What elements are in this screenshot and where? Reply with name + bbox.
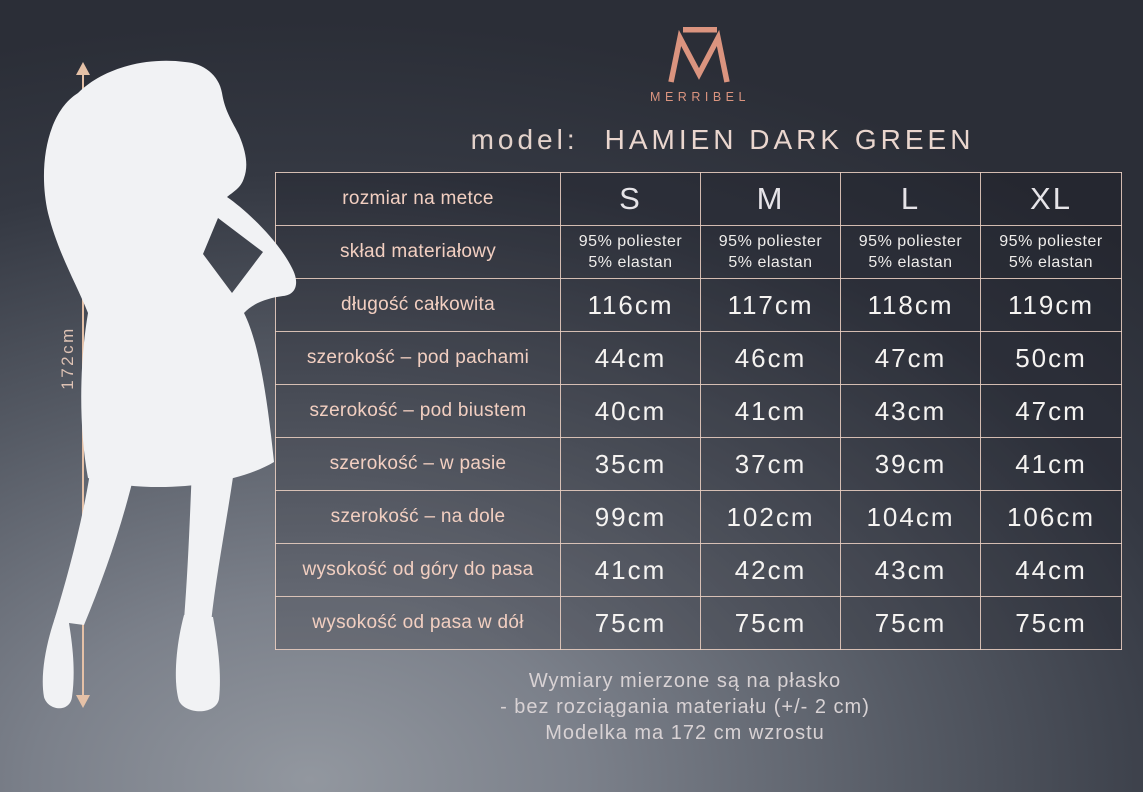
footnote-line: Wymiary mierzone są na płasko (528, 670, 842, 692)
material-line1: 95% poliester (718, 233, 823, 250)
height-label: 172cm (58, 326, 77, 390)
material-line1: 95% poliester (578, 233, 683, 250)
row-label: szerokość – w pasie (276, 438, 561, 491)
size-value: 43cm (841, 544, 981, 597)
page-title (300, 124, 1143, 156)
table-row (276, 544, 1122, 597)
size-value: 47cm (841, 332, 981, 385)
table-row (276, 385, 1122, 438)
size-value: 119cm (981, 279, 1122, 332)
size-value: 75cm (561, 597, 701, 650)
material-value (701, 226, 841, 279)
size-value: 41cm (701, 385, 841, 438)
size-header-s: S (561, 173, 701, 226)
size-value: 42cm (701, 544, 841, 597)
size-value: 44cm (561, 332, 701, 385)
size-value: 39cm (841, 438, 981, 491)
logo-macron-bar (683, 27, 717, 33)
material-line1: 95% poliester (858, 233, 963, 250)
row-label: szerokość – pod pachami (276, 332, 561, 385)
size-value: 40cm (561, 385, 701, 438)
size-value: 50cm (981, 332, 1122, 385)
size-value: 41cm (981, 438, 1122, 491)
footnote-line: - bez rozciągania materiału (+/- 2 cm) (500, 696, 870, 718)
material-value (981, 226, 1122, 279)
material-value (561, 226, 701, 279)
size-value: 35cm (561, 438, 701, 491)
size-value: 46cm (701, 332, 841, 385)
material-value (841, 226, 981, 279)
size-table (275, 172, 1122, 650)
size-value: 44cm (981, 544, 1122, 597)
size-header-m: M (701, 173, 841, 226)
table-header-row (276, 173, 1122, 226)
footnote-line: Modelka ma 172 cm wzrostu (545, 722, 825, 744)
size-value: 75cm (701, 597, 841, 650)
footnote (285, 668, 1085, 746)
row-label: wysokość od pasa w dół (276, 597, 561, 650)
row-label: skład materiałowy (276, 226, 561, 279)
material-line2: 5% elastan (868, 254, 953, 271)
row-label: długość całkowita (276, 279, 561, 332)
size-value: 104cm (841, 491, 981, 544)
size-value: 117cm (701, 279, 841, 332)
brand-logo-icon (668, 20, 732, 84)
material-line1: 95% poliester (999, 233, 1103, 250)
size-value: 118cm (841, 279, 981, 332)
title-model-name: HAMIEN DARK GREEN (604, 124, 975, 155)
row-label: wysokość od góry do pasa (276, 544, 561, 597)
size-value: 47cm (981, 385, 1122, 438)
material-line2: 5% elastan (588, 254, 673, 271)
size-header-l: L (841, 173, 981, 226)
size-value: 102cm (701, 491, 841, 544)
size-value: 116cm (561, 279, 701, 332)
size-value: 75cm (981, 597, 1122, 650)
size-value: 99cm (561, 491, 701, 544)
table-row (276, 491, 1122, 544)
size-value: 106cm (981, 491, 1122, 544)
table-row (276, 438, 1122, 491)
table-row (276, 279, 1122, 332)
size-value: 37cm (701, 438, 841, 491)
title-model-label: model: (470, 124, 579, 155)
table-row (276, 332, 1122, 385)
row-label: rozmiar na metce (276, 173, 561, 226)
table-row-material (276, 226, 1122, 279)
model-silhouette-icon (20, 55, 305, 715)
size-header-xl: XL (981, 173, 1122, 226)
row-label: szerokość – na dole (276, 491, 561, 544)
material-line2: 5% elastan (728, 254, 813, 271)
table-row (276, 597, 1122, 650)
size-value: 43cm (841, 385, 981, 438)
logo-m-mark (671, 38, 727, 82)
material-line2: 5% elastan (1008, 254, 1094, 271)
row-label: szerokość – pod biustem (276, 385, 561, 438)
size-value: 75cm (841, 597, 981, 650)
size-value: 41cm (561, 544, 701, 597)
brand-name: MERRIBEL (650, 90, 750, 104)
